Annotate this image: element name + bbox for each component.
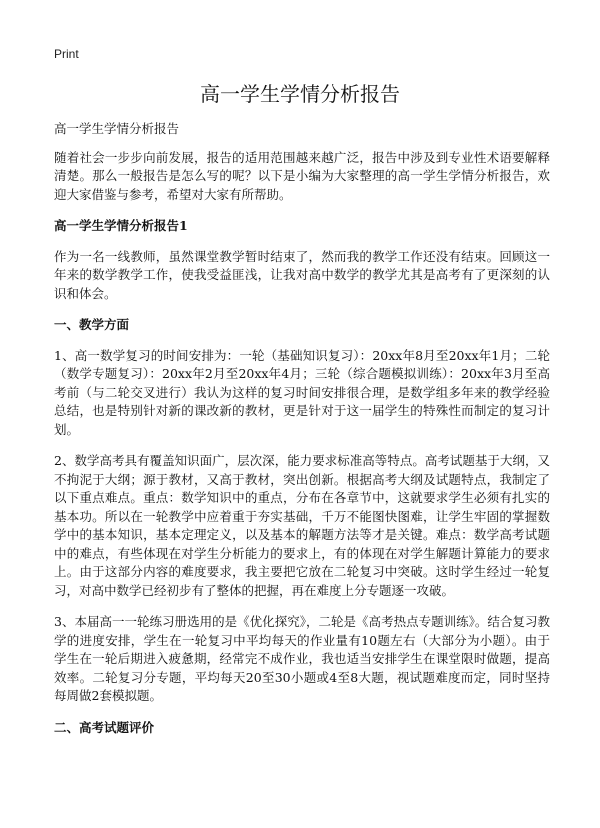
section-heading-exam-review: 二、高考试题评价	[54, 719, 155, 735]
print-link[interactable]: Print	[54, 47, 79, 61]
report-intro-paragraph: 作为一名一线教师，虽然课堂教学暂时结束了，然而我的教学工作还没有结束。回顾这一年来的数学教学工作，使我受益匪浅，让我对高中数学的教学尤其是高考有了更深刻的认识和体会。	[54, 248, 550, 301]
document-subtitle: 高一学生学情分析报告	[54, 121, 180, 136]
section1-paragraph-1: 1、高一数学复习的时间安排为：一轮（基础知识复习）：20xx年8月至20xx年1月；二轮（数学专题复习）：20xx年2月至20xx年4月；三轮（综合题模拟训练）：20xx年3月至高考前（与二轮交叉进行）我认为这样的复习时间安排很合理，是数学组多年来的教学经验总结，也是特别针对新的课改新的教材，更是针对于这一届学生的特殊性而制定的复习计划。	[54, 347, 550, 437]
section1-paragraph-3: 3、本届高一一轮练习册选用的是《优化探究》，二轮是《高考热点专题训练》。结合复习教学的进度安排，学生在一轮复习中平均每天的作业量有10题左右（大部分为小题）。由于学生在一轮后期进入疲惫期，经常完不成作业，我也适当安排学生在课堂限时做题，提高效率。二轮复习分专题，平均每天20至30小题或4至8大题，视试题难度而定，同时坚持每周做2套模拟题。	[54, 614, 550, 703]
document-title: 高一学生学情分析报告	[200, 82, 400, 106]
intro-paragraph: 随着社会一步步向前发展，报告的适用范围越来越广泛，报告中涉及到专业性术语要解释清楚。那么一般报告是怎么写的呢？以下是小编为大家整理的高一学生学情分析报告，欢迎大家借鉴与参考，希望对大家有所帮助。	[54, 149, 550, 202]
document-body	[54, 120, 550, 749]
section1-paragraph-2: 2、数学高考具有覆盖知识面广，层次深，能力要求标准高等特点。高考试题基于大纲，又不拘泥于大纲；源于教材，又高于教材，突出创新。根据高考大纲及试题特点，我制定了以下重点难点。重点：数学知识中的重点，分布在各章节中，这就要求学生必须有扎实的基本功。所以在一轮教学中应着重于夯实基础，千万不能图快图难，让学生牢固的掌握数学中的基本知识，基本定理定义，以及基本的解题方法等才是关键。难点：数学高考试题中的难点，有些体现在对学生分析能力的要求上，有的体现在对学生解题计算能力的要求上。由于这部分内容的难度要求，我主要把它放在二轮复习中突破。这时学生经过一轮复习，对高中数学已经初步有了整体的把握，再在难度上分专题逐一攻破。	[54, 453, 550, 598]
section-heading-teaching: 一、教学方面	[54, 317, 130, 332]
report-heading: 高一学生学情分析报告1	[54, 218, 188, 233]
